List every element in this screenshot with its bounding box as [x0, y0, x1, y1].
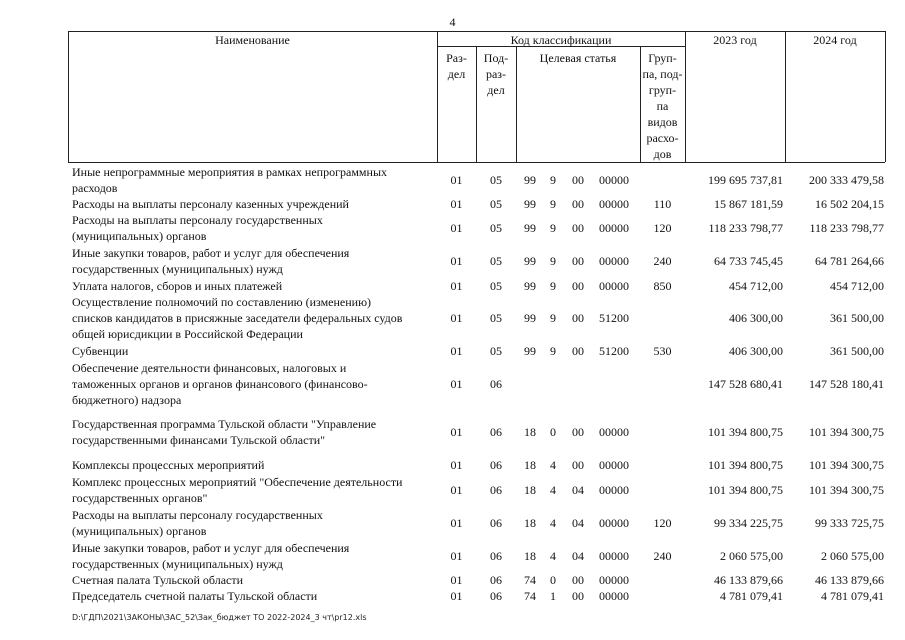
header-razdel: Раз- дел	[446, 51, 467, 81]
cell-podrazdel: 05	[490, 173, 502, 187]
cell-razdel: 01	[450, 279, 463, 293]
row-name-line: Счетная палата Тульской области	[72, 573, 244, 587]
header-group: Груп- па, под- груп- па видов расхо- дов	[642, 51, 683, 161]
cell-expense-group: 120	[653, 516, 672, 530]
row-name-line: Расходы на выплаты персоналу государственных	[72, 213, 323, 227]
row-name-line: общей юрисдикции в Российской Федерации	[72, 327, 303, 341]
cell-podrazdel: 05	[490, 221, 502, 235]
cell-amount-2024: 200 333 479,58	[809, 173, 884, 187]
cell-amount-2024: 16 502 204,15	[815, 197, 884, 211]
cell-razdel: 01	[450, 483, 463, 497]
cell-direction: 00000	[599, 516, 629, 530]
row-name	[72, 572, 432, 588]
cell-expense-group: 530	[653, 344, 672, 358]
cell-subprogram: 9	[550, 197, 556, 211]
header-year-2023: 2023 год	[713, 33, 757, 47]
cell-event: 00	[572, 344, 584, 358]
cell-program: 18	[524, 458, 536, 472]
row-name-line: Комплекс процессных мероприятий "Обеспечение деятельности	[72, 475, 403, 489]
row-name-line: Иные закупки товаров, работ и услуг для обеспечения	[72, 541, 350, 555]
cell-amount-2023: 4 781 079,41	[720, 589, 783, 603]
row-name-line: Осуществление полномочий по составлению (изменению)	[72, 295, 372, 309]
cell-amount-2023: 147 528 680,41	[708, 377, 783, 391]
row-name-line: Уплата налогов, сборов и иных платежей	[72, 279, 283, 293]
cell-subprogram: 9	[550, 344, 556, 358]
cell-direction: 00000	[599, 589, 629, 603]
cell-razdel: 01	[450, 377, 463, 391]
cell-program: 18	[524, 549, 536, 563]
cell-event: 00	[572, 221, 584, 235]
cell-direction: 00000	[599, 254, 629, 268]
cell-amount-2023: 454 712,00	[729, 279, 783, 293]
cell-subprogram: 4	[550, 516, 556, 530]
cell-amount-2024: 361 500,00	[830, 344, 884, 358]
row-name-line: (муниципальных) органов	[72, 229, 207, 243]
row-name-line: государственных (муниципальных) нужд	[72, 557, 283, 571]
row-name	[72, 245, 432, 277]
cell-subprogram: 4	[550, 483, 556, 497]
cell-event: 04	[572, 483, 584, 497]
row-name	[72, 540, 432, 572]
cell-program: 74	[524, 573, 536, 587]
cell-program: 99	[524, 197, 536, 211]
row-name	[72, 588, 432, 604]
cell-event: 04	[572, 549, 584, 563]
file-path-footer: D:\ГДП\2021\ЗАКОНЫ\ЗАС_52\Зак_бюджет ТО 2022-2024_3 чт\pr12.xls	[72, 613, 367, 622]
cell-amount-2024: 4 781 079,41	[821, 589, 884, 603]
header-name: Наименование	[215, 33, 290, 47]
row-name	[72, 196, 432, 212]
cell-direction: 00000	[599, 458, 629, 472]
cell-expense-group: 120	[653, 221, 672, 235]
cell-direction: 00000	[599, 549, 629, 563]
cell-razdel: 01	[450, 516, 463, 530]
row-name-line: Расходы на выплаты персоналу казенных учреждений	[72, 197, 349, 211]
cell-razdel: 01	[450, 425, 463, 439]
cell-expense-group: 110	[653, 197, 672, 211]
cell-direction: 00000	[599, 279, 629, 293]
cell-subprogram: 0	[550, 425, 556, 439]
cell-event: 00	[572, 589, 584, 603]
cell-subprogram: 4	[550, 549, 556, 563]
row-name-line: государственных (муниципальных) нужд	[72, 262, 283, 276]
row-name-line: расходов	[72, 181, 118, 195]
cell-event: 04	[572, 516, 584, 530]
cell-program: 99	[524, 173, 536, 187]
cell-amount-2024: 2 060 575,00	[821, 549, 884, 563]
cell-subprogram: 0	[550, 573, 556, 587]
cell-amount-2023: 64 733 745,45	[714, 254, 783, 268]
cell-program: 99	[524, 344, 536, 358]
row-name-line: таможенных органов и органов финансового (финансово-	[72, 377, 368, 391]
row-name	[72, 278, 432, 294]
row-name-line: Иные непрограммные мероприятия в рамках непрограммных	[72, 165, 388, 179]
cell-razdel: 01	[450, 573, 463, 587]
cell-amount-2023: 2 060 575,00	[720, 549, 783, 563]
row-name-line: бюджетного) надзора	[72, 393, 182, 407]
cell-subprogram: 9	[550, 173, 556, 187]
row-name-line: государственными финансами Тульской области"	[72, 433, 326, 447]
header-code: Код классификации	[510, 33, 612, 47]
cell-program: 18	[524, 516, 536, 530]
row-name	[72, 212, 432, 244]
cell-razdel: 01	[450, 197, 463, 211]
cell-program: 99	[524, 254, 536, 268]
cell-razdel: 01	[450, 549, 463, 563]
cell-amount-2024: 101 394 300,75	[809, 458, 884, 472]
cell-direction: 51200	[599, 344, 629, 358]
cell-direction: 00000	[599, 197, 629, 211]
cell-amount-2023: 46 133 879,66	[714, 573, 783, 587]
row-name-line: (муниципальных) органов	[72, 524, 207, 538]
row-name	[72, 474, 432, 506]
cell-subprogram: 4	[550, 458, 556, 472]
cell-program: 18	[524, 425, 536, 439]
cell-direction: 00000	[599, 173, 629, 187]
cell-event: 00	[572, 279, 584, 293]
cell-program: 18	[524, 483, 536, 497]
cell-amount-2024: 64 781 264,66	[815, 254, 884, 268]
cell-subprogram: 9	[550, 279, 556, 293]
cell-event: 00	[572, 311, 584, 325]
cell-amount-2024: 101 394 300,75	[809, 483, 884, 497]
cell-subprogram: 1	[550, 589, 556, 603]
cell-expense-group: 850	[653, 279, 672, 293]
cell-razdel: 01	[450, 254, 463, 268]
cell-razdel: 01	[450, 221, 463, 235]
cell-expense-group: 240	[653, 549, 672, 563]
cell-amount-2024: 99 333 725,75	[815, 516, 884, 530]
cell-subprogram: 9	[550, 254, 556, 268]
cell-amount-2023: 406 300,00	[729, 344, 783, 358]
cell-subprogram: 9	[550, 311, 556, 325]
row-name	[72, 294, 432, 342]
cell-podrazdel: 05	[490, 197, 502, 211]
cell-event: 00	[572, 573, 584, 587]
cell-razdel: 01	[450, 173, 463, 187]
cell-podrazdel: 06	[490, 377, 502, 391]
row-name	[72, 164, 432, 196]
cell-razdel: 01	[450, 311, 463, 325]
row-name	[72, 416, 432, 448]
cell-amount-2023: 118 233 798,77	[708, 221, 783, 235]
cell-direction: 00000	[599, 483, 629, 497]
cell-amount-2023: 99 334 225,75	[714, 516, 783, 530]
cell-program: 99	[524, 221, 536, 235]
cell-subprogram: 9	[550, 221, 556, 235]
cell-razdel: 01	[450, 458, 463, 472]
cell-program: 74	[524, 589, 536, 603]
row-name-line: Расходы на выплаты персоналу государственных	[72, 508, 323, 522]
cell-event: 00	[572, 254, 584, 268]
row-name-line: Председатель счетной палаты Тульской области	[72, 589, 318, 603]
cell-amount-2023: 101 394 800,75	[708, 483, 783, 497]
cell-amount-2024: 454 712,00	[830, 279, 884, 293]
header-year-2024: 2024 год	[813, 33, 857, 47]
cell-event: 00	[572, 173, 584, 187]
cell-event: 00	[572, 425, 584, 439]
row-name-line: Иные закупки товаров, работ и услуг для обеспечения	[72, 246, 350, 260]
page-number: 4	[449, 15, 456, 29]
cell-event: 00	[572, 458, 584, 472]
cell-direction: 00000	[599, 221, 629, 235]
cell-podrazdel: 06	[490, 458, 502, 472]
cell-podrazdel: 06	[490, 483, 502, 497]
cell-amount-2024: 101 394 300,75	[809, 425, 884, 439]
cell-direction: 00000	[599, 573, 629, 587]
cell-podrazdel: 06	[490, 425, 502, 439]
cell-podrazdel: 05	[490, 344, 502, 358]
row-name-line: государственных органов"	[72, 491, 208, 505]
row-name-line: Обеспечение деятельности финансовых, налоговых и	[72, 361, 347, 375]
cell-amount-2023: 101 394 800,75	[708, 425, 783, 439]
cell-amount-2023: 15 867 181,59	[714, 197, 783, 211]
header-target-article: Целевая статья	[539, 51, 617, 65]
cell-amount-2023: 101 394 800,75	[708, 458, 783, 472]
row-name	[72, 507, 432, 539]
cell-razdel: 01	[450, 344, 463, 358]
row-name	[72, 343, 432, 359]
cell-amount-2024: 361 500,00	[830, 311, 884, 325]
cell-program: 99	[524, 279, 536, 293]
cell-podrazdel: 06	[490, 589, 502, 603]
row-name-line: Комплексы процессных мероприятий	[72, 458, 265, 472]
cell-podrazdel: 06	[490, 549, 502, 563]
cell-podrazdel: 05	[490, 311, 502, 325]
cell-direction: 51200	[599, 311, 629, 325]
row-name	[72, 360, 432, 408]
row-name-line: списков кандидатов в присяжные заседатели федеральных судов	[72, 311, 403, 325]
cell-podrazdel: 06	[490, 573, 502, 587]
cell-amount-2024: 46 133 879,66	[815, 573, 884, 587]
cell-amount-2024: 147 528 180,41	[809, 377, 884, 391]
row-name	[72, 457, 432, 473]
cell-podrazdel: 05	[490, 254, 502, 268]
cell-amount-2024: 118 233 798,77	[809, 221, 884, 235]
header-podrazdel: Под- раз- дел	[483, 51, 509, 97]
cell-expense-group: 240	[653, 254, 672, 268]
cell-program: 99	[524, 311, 536, 325]
cell-podrazdel: 06	[490, 516, 502, 530]
row-name-line: Государственная программа Тульской области "Управление	[72, 417, 377, 431]
cell-event: 00	[572, 197, 584, 211]
cell-amount-2023: 406 300,00	[729, 311, 783, 325]
cell-amount-2023: 199 695 737,81	[708, 173, 783, 187]
cell-direction: 00000	[599, 425, 629, 439]
cell-razdel: 01	[450, 589, 463, 603]
cell-podrazdel: 05	[490, 279, 502, 293]
row-name-line: Субвенции	[72, 344, 129, 358]
